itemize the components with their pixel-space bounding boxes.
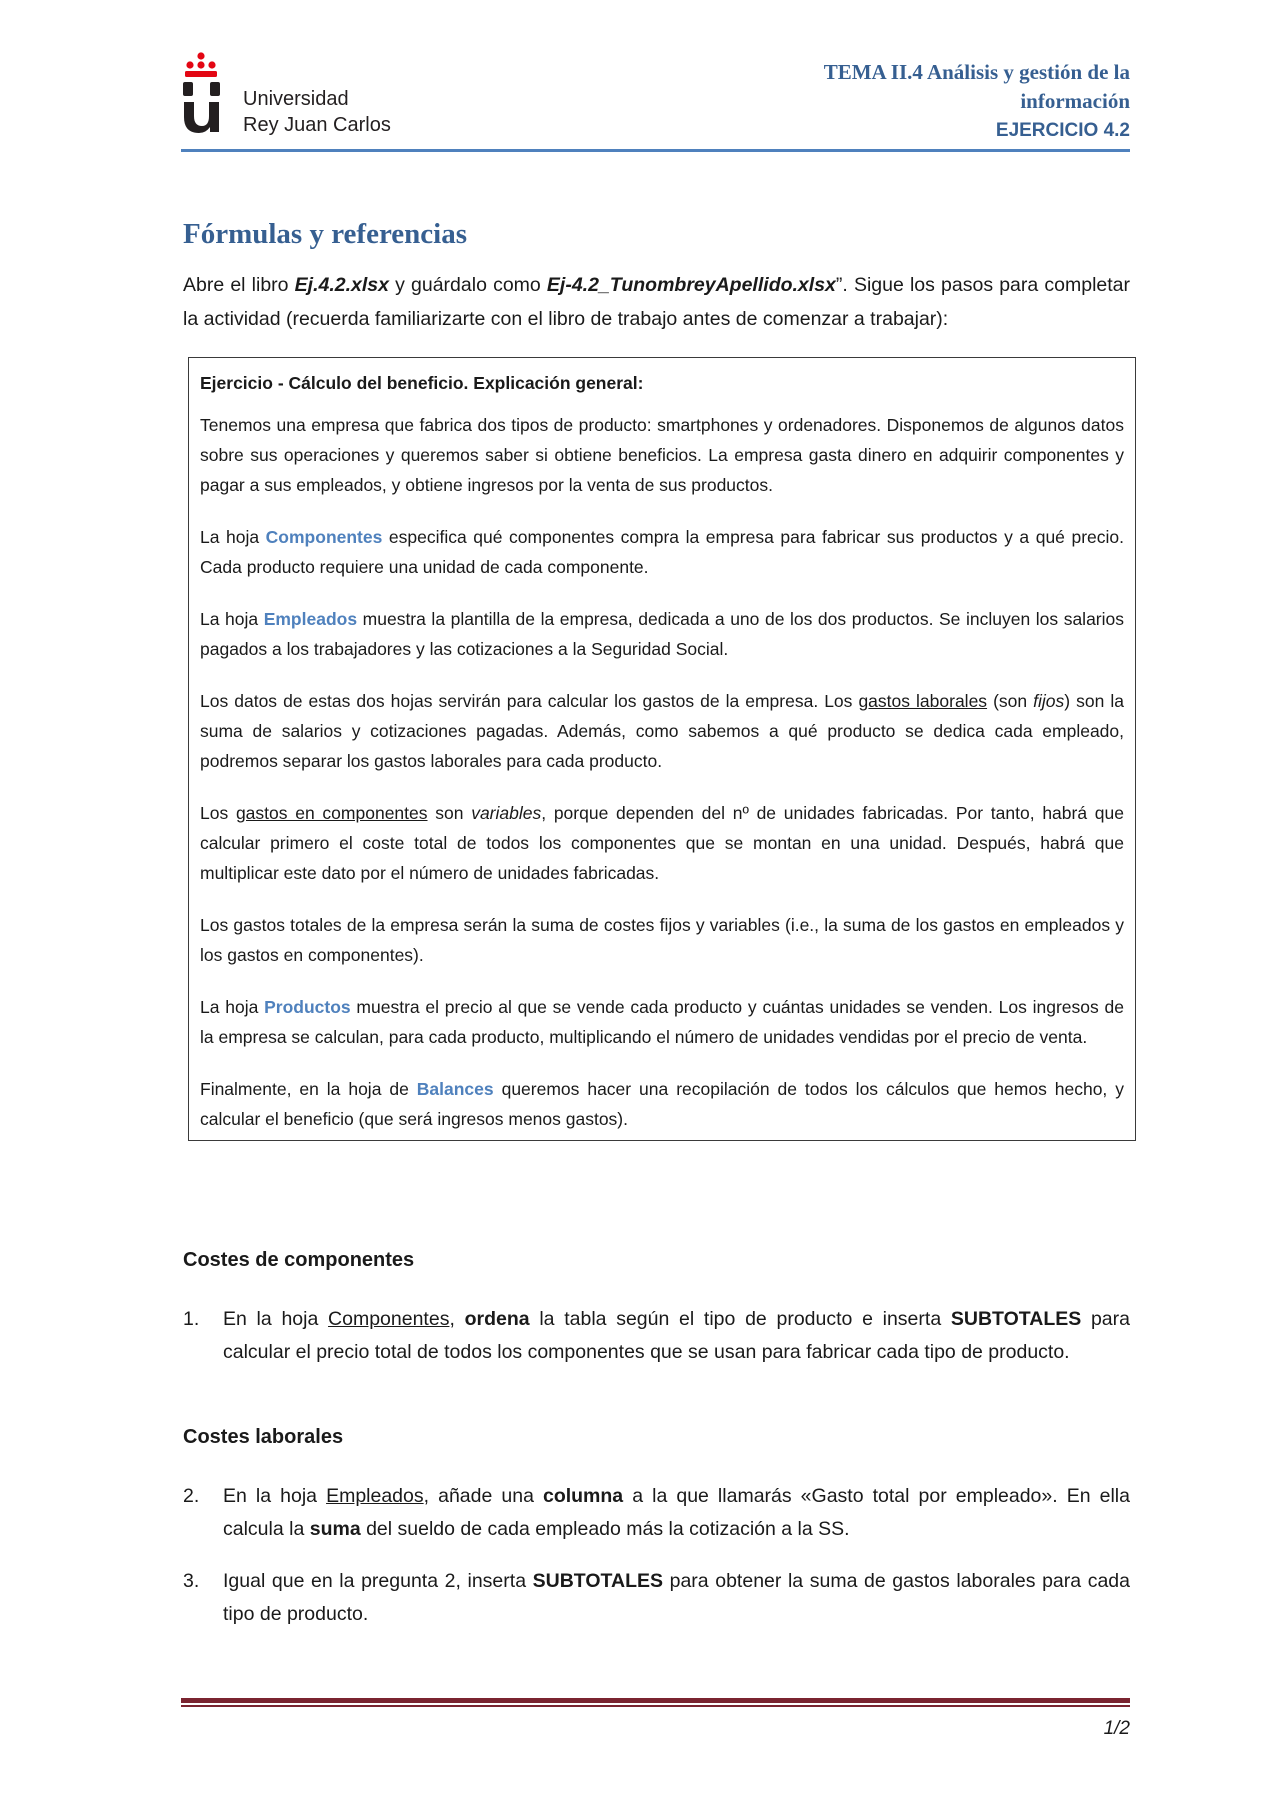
explanation-box [188,357,1136,1141]
text: Los datos de estas dos hojas servirán para calcular los gastos de la empresa. Los [200,691,859,711]
bold-term: columna [542,1485,624,1507]
box-paragraph [200,604,1124,664]
intro-paragraph [183,268,1130,336]
text: La hoja [200,609,264,629]
italic-term: variables [471,803,542,823]
university-name-line2: Rey Juan Carlos [243,114,391,136]
u-letter-icon [183,82,220,133]
underlined-term: gastos laborales [858,691,988,711]
university-name [243,86,391,138]
crown-icon [185,52,217,77]
exercise-label: EJERCICIO 4.2 [995,120,1130,141]
text: ) son la suma de salarios y cotizaciones pagadas. Además, como sabemos a qué producto se dedica cada empleado, podremos separar los gastos laborales para cada producto. [200,691,1124,771]
university-name-line1: Universidad [243,88,349,110]
task-text [223,1480,1130,1546]
text: son [427,803,472,823]
box-paragraph [200,992,1124,1052]
footer-divider [181,1698,1130,1703]
target-file-name: Ej-4.2_TunombreyApellido.xlsx [546,274,836,296]
underlined-term: gastos en componentes [235,803,428,823]
task-number: 3. [183,1570,200,1592]
task-item-2 [183,1480,1130,1546]
section-title-laborales: Costes laborales [183,1426,344,1448]
text: En la hoja [223,1485,327,1507]
text: queremos hacer una recopilación de todos los cálculos que hemos hecho, y calcular el beneficio (que será ingresos menos gastos). [200,1079,1124,1129]
intro-text: ”. Sigue los pasos para completar la actividad (recuerda familiarizarte con el libro de trabajo antes de comenzar a trabajar): [183,274,1131,330]
bold-term: SUBTOTALES [950,1308,1082,1330]
task-number: 2. [183,1485,200,1507]
sheet-name-balances: Balances [416,1079,494,1099]
task-text [223,1565,1130,1631]
text: La hoja [200,997,265,1017]
text: muestra la plantilla de la empresa, dedicada a uno de los dos productos. Se incluyen los salarios pagados a los trabajadores y las cotizaciones a la Seguridad Social. [200,609,1124,659]
box-paragraph: Los gastos totales de la empresa serán la suma de costes fijos y variables (i.e., la suma de los gastos en empleados y los gastos en componentes). [200,915,1124,965]
task-text [223,1303,1130,1369]
box-paragraph [200,522,1124,582]
text: Finalmente, en la hoja de [200,1079,417,1099]
section-title-componentes: Costes de componentes [183,1249,415,1271]
intro-text: y guárdalo como [388,274,547,296]
topic-line1: TEMA II.4 Análisis y gestión de la [823,60,1130,84]
text: del sueldo de cada empleado más la cotización a la SS. [360,1518,850,1540]
sheet-reference: Empleados [326,1485,424,1507]
header-divider [181,149,1130,152]
task-item-1 [183,1303,1130,1369]
text: la tabla según el tipo de producto e inserta [529,1308,951,1330]
text: , [449,1308,465,1330]
box-paragraph [200,798,1124,888]
bold-term: SUBTOTALES [532,1570,664,1592]
task-number: 1. [183,1308,200,1330]
box-paragraph: Tenemos una empresa que fabrica dos tipos de producto: smartphones y ordenadores. Disponemos de algunos datos sobre sus operaciones y queremos saber si obtiene beneficios. La empresa gasta dinero en adquirir componentes y pagar a sus empleados, y obtiene ingresos por la venta de sus productos. [200,415,1124,495]
text: a la que llamarás «Gasto total por empleado». En ella calcula la [223,1485,1130,1540]
italic-term: fijos [1033,691,1065,711]
footer-divider-thin [181,1705,1130,1707]
text: En la hoja [223,1308,329,1330]
sheet-reference: Componentes [328,1308,450,1330]
topic-line2: información [1020,89,1130,113]
box-paragraph [200,1074,1124,1134]
text: Los [200,803,236,823]
text: La hoja [200,527,266,547]
text: especifica qué componentes compra la empresa para fabricar sus productos y a qué precio. Cada producto requiere una unidad de cada componente. [200,527,1124,577]
text: para calcular el precio total de todos los componentes que se usan para fabricar cada tipo de producto. [223,1308,1130,1363]
text: muestra el precio al que se vende cada producto y cuántas unidades se venden. Los ingresos de la empresa se calculan, para cada producto, multiplicando el número de unidades vendidas por el precio de venta. [200,997,1124,1047]
text: Igual que en la pregunta 2, inserta [223,1570,533,1592]
header-topic [824,58,1130,145]
intro-text: Abre el libro [183,274,295,296]
box-paragraph [200,686,1124,776]
box-title: Ejercicio - Cálculo del beneficio. Explicación general: [200,373,644,393]
sheet-name-productos: Productos [264,997,351,1017]
task-item-3 [183,1565,1130,1631]
text: (son [987,691,1034,711]
text: , añade una [423,1485,543,1507]
page-number: 1/2 [1103,1718,1130,1739]
sheet-name-componentes: Componentes [265,527,383,547]
text: , porque dependen del nº de unidades fabricadas. Por tanto, habrá que calcular primero el coste total de todos los componentes que se montan en una unidad. Después, habrá que multiplicar este dato por el número de unidades fabricadas. [200,803,1125,883]
source-file-name: Ej.4.2.xlsx [294,274,389,296]
text: para obtener la suma de gastos laborales para cada tipo de producto. [223,1570,1130,1625]
bold-term: suma [309,1518,361,1540]
bold-term: ordena [464,1308,530,1330]
page-title: Fórmulas y referencias [183,218,468,250]
sheet-name-empleados: Empleados [263,609,358,629]
